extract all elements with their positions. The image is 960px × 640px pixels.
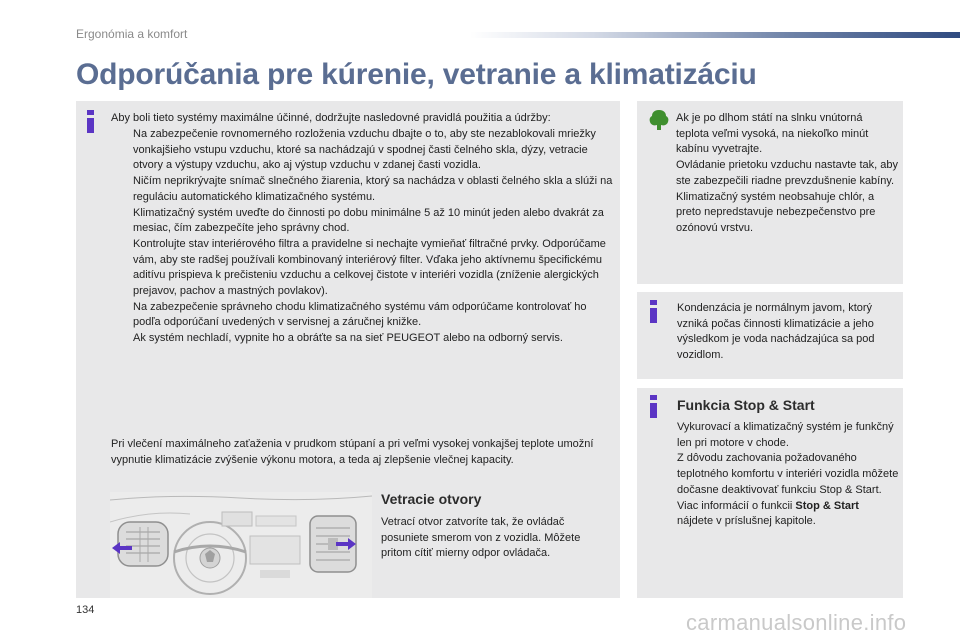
list-item: Na zabezpečenie správneho chodu klimatizačného systému vám odporúčame kontrolovať ho podľa odporúčaní uvedených v servisnej a záručnej knižke. [133, 300, 587, 329]
vents-text: Vetrací otvor zatvoríte tak, že ovládač posuniete smerom von z vozidla. Môžete pritom cítiť mierny odpor ovládača. [381, 516, 581, 560]
watermark: carmanualsonline.info [686, 610, 907, 635]
stop-start-text: Vykurovací a klimatizačný systém je funkčný len pri motore v chode. Z dôvodu zachovania požadovaného teplotného komfortu v interiéri vozidla môžete dočasne deaktivovať funkciu Stop & Start. Viac informácií o funkcii Stop & Start nájdete v príslušnej kapitole. [677, 421, 899, 528]
list-item: Kontrolujte stav interiérového filtra a pravidelne si nechajte vymieňať filtračné prvky. Odporúčame vám, aby ste radšej používali kombinovaný interiérový filter. Vďaka jeho aktívnemu špecifickému aditívu prispieva k prečisteniu vzduchu a celkovej čistote v interiéri vozidla (zníženie alergických prejavov, pachov a mastných povlakov). [133, 237, 606, 298]
stop-start-bold-term: Stop & Start [795, 499, 859, 512]
list-item: Klimatizačný systém uveďte do činnosti po dobu minimálne 5 až 10 minút jeden alebo dvakrát za mesiac, čím zabezpečíte jeho správny chod. [133, 206, 604, 235]
list-item: Na zabezpečenie rovnomerného rozloženia vzduchu dbajte o to, aby ste nezablokovali mriežky vonkajšieho vstupu vzduchu, ktoré sa nachádzajú v spodnej časti čelného skla, dýzy, vetracie otvory a výstupy vzduchu, ako aj výstup vzduchu v zdanej časti vozidla. [133, 128, 596, 172]
info-icon [650, 395, 657, 418]
intro-text: Aby boli tieto systémy maximálne účinné, dodržujte nasledovné pravidlá použitia a údržby: [111, 112, 551, 124]
stop-start-heading: Funkcia Stop & Start [677, 397, 815, 413]
header-rule [470, 32, 960, 38]
page-title: Odporúčania pre kúrenie, vetranie a klimatizáciu [76, 58, 757, 91]
dashboard-vents-illustration [110, 492, 372, 598]
section-label: Ergonómia a komfort [76, 27, 188, 41]
condensation-text: Kondenzácia je normálnym javom, ktorý vzniká počas činnosti klimatizácie a jeho výsledkom je voda nachádzajúca sa pod vozidlom. [677, 302, 875, 362]
vents-heading: Vetracie otvory [381, 491, 482, 507]
page-number: 134 [76, 604, 95, 616]
info-icon [650, 300, 657, 323]
list-item: Ničím neprikrývajte snímač slnečného žiarenia, ktorý sa nachádza v oblasti čelného skla a slúži na reguláciu automatického klimatizačného systému. [133, 175, 613, 203]
list-item: Ak systém nechladí, vypnite ho a obráťte sa na sieť PEUGEOT alebo na odborný servis. [133, 332, 563, 345]
eco-text: Ak je po dlhom státí na slnku vnútorná teplota veľmi vysoká, na niekoľko minút kabínu vyvetrajte. Ovládanie prietoku vzduchu nastavte tak, aby ste zabezpečili riadne prevzdušnenie kabíny. Klimatizačný systém neobsahuje chlór, a preto nepredstavuje nebezpečenstvo pre ozónovú vrstvu. [676, 112, 898, 234]
towing-text: Pri vlečení maximálneho zaťaženia v prudkom stúpaní a pri veľmi vysokej vonkajšej teplote umožní vypnutie klimatizácie zvýšenie výkonu motora, a teda aj zlepšenie vlečnej kapacity. [111, 438, 594, 466]
maintenance-list [111, 127, 616, 347]
eco-tree-icon [649, 109, 669, 131]
dashboard-drawing [110, 492, 372, 598]
info-icon [87, 110, 94, 133]
